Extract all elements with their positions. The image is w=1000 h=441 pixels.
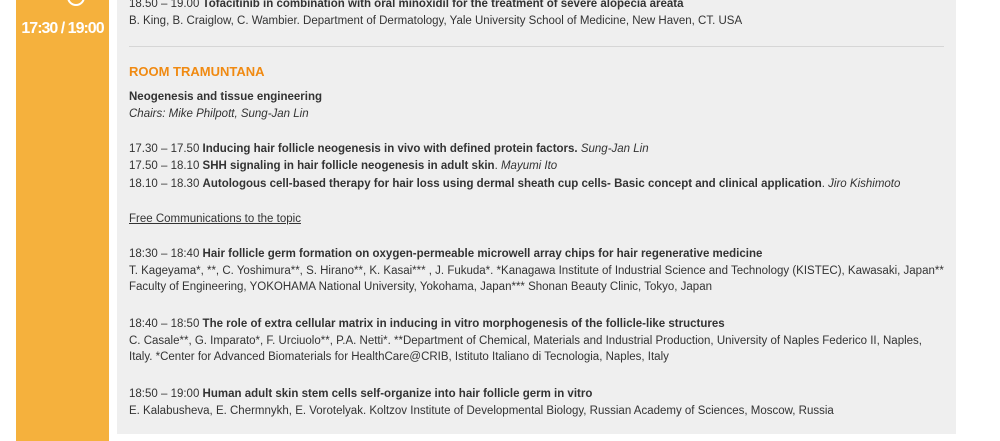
free-comm-row [129,316,725,332]
session-chairs: Chairs: Mike Philpott, Sung-Jan Lin [129,108,309,120]
talk-title: Autologous cell-based therapy for hair loss using dermal sheath cup cells- Basic concept and clinical application [202,178,822,190]
top-talk [129,0,684,12]
talk-speaker: Sung-Jan Lin [580,143,649,155]
free-comm-authors: E. Kalabusheva, E. Chermnykh, E. Vorotelyak. Koltzov Institute of Developmental Biology, Russian Academy of Sciences, Moscow, Russia [129,405,834,417]
free-comm-row [129,246,762,262]
free-comm-time: 18:50 – 19:00 [129,388,200,400]
top-talk-title: Tofacitinib in combination with oral minoxidil for the treatment of severe alopecia areata [202,0,684,10]
top-talk-authors: B. King, B. Craiglow, C. Wambier. Department of Dermatology, Yale University School of Medicine, New Haven, CT. USA [129,15,743,27]
top-talk-time: 18.50 – 19.00 [129,0,200,10]
free-comm-authors: C. Casale**, G. Imparato*, F. Urciuolo**, P.A. Netti*. **Department of Chemical, Materials and Industrial Production, University of Naples Federico II, Naples, Italy. *Center for Advanced Biomaterials for HealthCare@CRIB, Istituto Italiano di Tecnologia, Naples, Italy [129,335,922,363]
clock-icon [67,0,85,6]
talk-row: 17.50 – 18.10 SHH signaling in hair follicle neogenesis in adult skin. Mayumi Ito [129,160,558,172]
free-comm-title: The role of extra cellular matrix in inducing in vitro morphogenesis of the follicle-like structures [202,318,725,330]
time-column [16,0,109,441]
free-comm-time: 18:40 – 18:50 [129,318,200,330]
session-title: Neogenesis and tissue engineering [129,91,322,103]
talk-time: 18.10 – 18.30 [129,178,200,190]
free-communications-link[interactable]: Free Communications to the topic [129,213,301,225]
section-divider [129,46,944,47]
talk-title: SHH signaling in hair follicle neogenesis in adult skin [202,160,495,172]
free-communications-link-wrap [129,211,301,227]
talk-row: 18.10 – 18.30 Autologous cell-based therapy for hair loss using dermal sheath cup cells- Basic concept and clinical application. Jiro Kishimoto [129,178,901,190]
free-comm-row [129,386,592,402]
talk-time: 17.50 – 18.10 [129,160,200,172]
program-panel [117,0,956,434]
free-comm-title: Hair follicle germ formation on oxygen-permeable microwell array chips for hair regenerative medicine [202,248,763,260]
talk-speaker: Jiro Kishimoto [828,178,901,190]
free-comm-time: 18:30 – 18:40 [129,248,200,260]
free-comm-title: Human adult skin stem cells self-organize into hair follicle germ in vitro [202,388,593,400]
free-comm-authors: T. Kageyama*, **, C. Yoshimura**, S. Hirano**, K. Kasai*** , J. Fukuda*. *Kanagawa Institute of Industrial Science and Technology (KISTEC), Kawasaki, Japan** Faculty of Engineering, YOKOHAMA National University, Yokohama, Japan*** Shonan Beauty Clinic, Tokyo, Japan [129,265,944,293]
time-slot-label: 17:30 / 19:00 [21,20,104,37]
talk-title: Inducing hair follicle neogenesis in vivo with defined protein factors. [202,143,578,155]
talk-speaker: Mayumi Ito [500,160,558,172]
room-title: ROOM TRAMUNTANA [129,64,265,79]
talk-row [129,141,649,157]
talk-time: 17.30 – 17.50 [129,143,200,155]
